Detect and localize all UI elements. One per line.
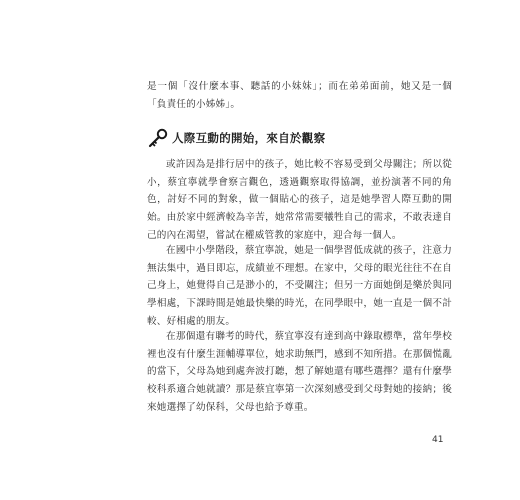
page-number: 41 [432,435,444,445]
section-title: 人際互動的開始，來自於觀察 [172,131,326,145]
body-paragraph: 或許因為是排行居中的孩子，她比較不容易受到父母關注；所以從小，蔡宜寧就學會察言觀色，透過觀察取得協調，並扮演著不同的角色，討好不同的對象，做一個貼心的孩子，這是她學習人際互動的開始。由於家中經濟較為辛苦，她常常需要犧牲自己的需求，不敢表達自己的內在渴望，嘗試在權威管教的家庭中，迎合每一個人。 [147,159,452,241]
body-paragraph: 在國中小學階段，蔡宜寧說，她是一個學習低成就的孩子，注意力無法集中，過目即忘，成績並不理想。在家中，父母的眼光往往不在自己身上，她覺得自己是渺小的，不受關注；但另一方面她倒是樂於與同學相處，下課時間是她最快樂的時光，在同學眼中，她一直是一個不計較、好相處的朋友。 [147,245,452,327]
body-paragraph: 在那個還有聯考的時代，蔡宜寧沒有達到高中錄取標準，當年學校裡也沒有什麼生涯輔導單位，她求助無門，感到不知所措。在那個慌亂的當下，父母為她到處奔波打聽，想了解她還有哪些選擇？還有什麼學校科系適合她就讀？那是蔡宜寧第一次深刻感受到父母對她的接納；後來她選擇了幼保科，父母也給予尊重。 [147,331,452,413]
key-icon [147,128,169,148]
section-heading [147,128,452,148]
intro-paragraph: 是一個「沒什麼本事、聽話的小妹妹」；而在弟弟面前，她又是一個「負責任的小姊姊」。 [147,81,452,110]
